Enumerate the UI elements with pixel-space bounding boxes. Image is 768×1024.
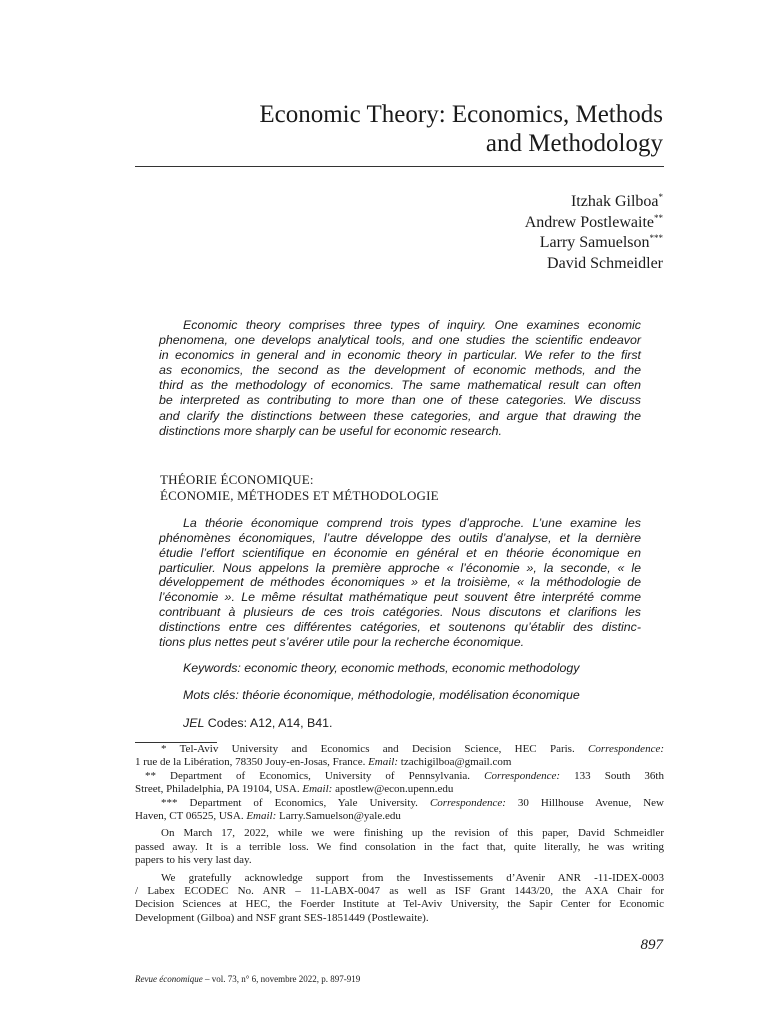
journal-details: – vol. 73, n° 6, novembre 2022, p. 897-919 [202, 974, 361, 984]
keywords: Keywords: economic theory, economic methods, economic methodology [183, 661, 580, 675]
jel-codes [183, 716, 653, 731]
author: Larry Samuelson*** [539, 233, 663, 251]
abstract-line: as economics, the second as the development of economic methods, and the [159, 363, 641, 378]
abstract-line: distinctions more sharply can be useful for economic research. [159, 423, 502, 438]
abstract-line: phenomena, one develops analytical tools, and one studies the scientific endeavor [159, 333, 641, 348]
memorial-note-line: On March 17, 2022, while we were finishing up the revision of this paper, David Schmeidler [161, 827, 664, 840]
footnote-1-line: * Tel-Aviv University and Economics and Decision Science, HEC Paris. Correspondence: [161, 743, 664, 755]
journal-citation [135, 974, 360, 985]
abstract-english [159, 318, 641, 439]
title-rule [135, 166, 664, 167]
abstract-line: Economic theory comprises three types of inquiry. One examines economic [183, 318, 641, 332]
resume-line: distinctions entre ces différentes catégories, et soutenons qu’établir des distinc- [159, 619, 641, 634]
french-title [160, 472, 640, 504]
abstract-line: be interpreted as contributing to more than one of these categories. We discuss [159, 393, 641, 408]
resume-line: contribuant à plusieurs de ces trois catégories. Nous discutons et clarifions les [159, 605, 641, 620]
abstract-french [159, 516, 641, 650]
title-line-1: Economic Theory: Economics, Methods [259, 101, 663, 128]
resume-line: l’économie ». Le même résultat mathématique peut souvent être interprété comme [159, 590, 641, 605]
title-line-2: and Methodology [485, 130, 663, 157]
resume-line: La théorie économique comprend trois types d’approche. L’une examine les [183, 516, 641, 530]
author: Andrew Postlewaite** [524, 212, 663, 231]
resume-line: développement de méthodes économiques » et la troisième, « la méthodologie de [159, 575, 641, 590]
footnote-2-line: Street, Philadelphia, PA 19104, USA. Email: apostlew@econ.upenn.edu [135, 783, 454, 796]
page-number: 897 [640, 937, 663, 953]
acknowledgment-line: / Labex ECODEC No. ANR – 11-LABX-0047 as well as ISF Grant 1443/20, the AXA Chair for [135, 885, 664, 898]
footnote-1-line: 1 rue de la Libération, 78350 Jouy-en-Josas, France. Email: tzachigilboa@gmail.com [135, 756, 512, 769]
memorial-note-line: passed away. It is a terrible loss. We find consolation in the fact that, quite literally, he was writing [135, 840, 664, 853]
acknowledgment-line: We gratefully acknowledge support from the Investissements d’Avenir ANR -11-IDEX-0003 [161, 871, 664, 884]
author: Itzhak Gilboa* [570, 192, 663, 210]
resume-line: phénomènes économiques, l’autre développe des outils d’analyse, et la dernière [159, 530, 641, 545]
author-footnote-mark: *** [649, 233, 663, 243]
abstract-line: in economics in general and in economic theory in particular. We refer to the first [159, 348, 641, 363]
author-footnote-mark: ** [654, 212, 663, 223]
memorial-note-line: papers to his very last day. [135, 854, 252, 867]
resume-line: tions plus nettes peut s’avérer utile pour la recherche économique. [159, 634, 525, 649]
author: David Schmeidler [547, 254, 663, 272]
footnotes [135, 743, 664, 925]
footnote-3-line: *** Department of Economics, Yale University. Correspondence: 30 Hillhouse Avenue, New [161, 796, 664, 809]
jel-label: JEL [183, 716, 205, 730]
journal-name: Revue économique [135, 974, 203, 984]
acknowledgment-line: Development (Gilboa) and NSF grant SES-1851449 (Postlewaite). [135, 911, 429, 924]
author-list [263, 192, 663, 274]
french-title-line-1: THÉORIE ÉCONOMIQUE: [160, 472, 314, 487]
resume-line: étudie l’effort scientifique en économie en général et en théorie économique en [159, 545, 641, 560]
author-footnote-mark: * [658, 192, 663, 202]
abstract-line: and clarify the distinctions between these categories, and argue that drawing the [159, 408, 641, 423]
footnote-3-line: Haven, CT 06525, USA. Email: Larry.Samuelson@yale.edu [135, 810, 401, 823]
article-title [103, 100, 663, 158]
french-title-line-2: ÉCONOMIE, MÉTHODES ET MÉTHODOLOGIE [160, 488, 439, 503]
footnote-2-line: ** Department of Economics, University of Pennsylvania. Correspondence: 133 South 36th [145, 769, 664, 782]
resume-line: particulier. Nous appelons la première approche « l’économie », la seconde, « le [159, 560, 641, 575]
abstract-line: third as the methodology of economics. The same mathematical result can often [159, 378, 641, 393]
mots-cles: Mots clés: théorie économique, méthodologie, modélisation économique [183, 688, 580, 702]
jel-values: Codes: A12, A14, B41. [204, 716, 333, 730]
acknowledgment-line: Decision Sciences at HEC, the Foerder Institute at Tel-Aviv University, the Sapir Center for Economic [135, 898, 664, 911]
